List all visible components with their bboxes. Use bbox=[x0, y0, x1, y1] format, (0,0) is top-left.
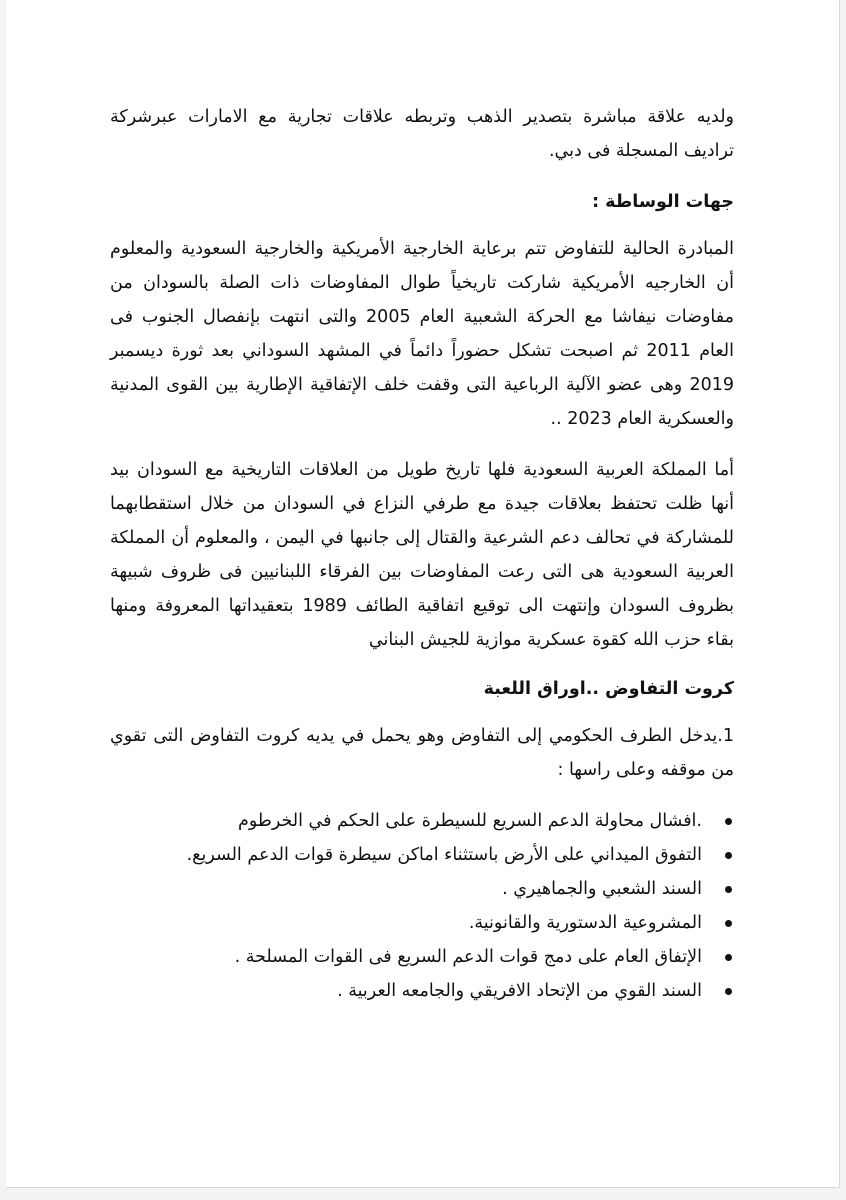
mediators-paragraph-us: المبادرة الحالية للتفاوض تتم برعاية الخارجية الأمريكية والخارجية السعودية والمعلوم أن الخارجيه الأمريكية شاركت تاريخياً طوال المفاوضات ذات الصلة بالسودان من مفاوضات نيفاشا مع الحركة الشعبية العام 2005 والتى انتهت بإنفصال الجنوب فى العام 2011 ثم اصبحت تشكل حضوراً دائماً في المشهد السوداني بعد ثورة ديسمبر 2019 وهى عضو الآلية الرباعية التى وقفت خلف الإتفاقية الإطارية بين القوى المدنية والعسكرية العام 2023 .. bbox=[110, 239, 734, 429]
document-page bbox=[6, 0, 840, 1188]
list-item-text: المشروعية الدستورية والقانونية. bbox=[468, 913, 702, 933]
list-item-text: السند القوي من الإتحاد الافريقي والجامعه العربية . bbox=[337, 981, 702, 1001]
document-body bbox=[110, 100, 734, 1008]
intro-paragraph: ولديه علاقة مباشرة بتصدير الذهب وتربطه علاقات تجارية مع الامارات عبرشركة تراديف المسجلة فى دبي. bbox=[110, 107, 734, 161]
negotiation-cards-paragraph: 1.يدخل الطرف الحكومي إلى التفاوض وهو يحمل في يديه كروت التفاوض التى تقوي من موقفه وعلى راسها : bbox=[110, 726, 734, 780]
mediators-paragraph-saudi: أما المملكة العربية السعودية فلها تاريخ طويل من العلاقات التاريخية مع السودان بيد أنها ظلت تحتفظ بعلاقات جيدة مع طرفي النزاع في السودان من خلال استقطابهما للمشاركة في تحالف دعم الشرعية والقتال إلى جانبها في اليمن ، والمعلوم أن المملكة العربية السعودية هى التى رعت المفاوضات بين الفرقاء اللبنانيين فى ظروف شبيهة بظروف السودان وإنتهت الى توقيع اتفاقية الطائف 1989 بتعقيداتها المعروفة ومنها بقاء حزب الله كقوة عسكرية موازية للجيش البناني bbox=[110, 460, 734, 650]
list-item bbox=[110, 974, 702, 1008]
bullet-icon bbox=[725, 988, 732, 995]
list-item bbox=[110, 906, 702, 940]
list-item-text: الإتفاق العام على دمج قوات الدعم السريع فى القوات المسلحة . bbox=[234, 947, 702, 967]
list-item bbox=[110, 872, 702, 906]
negotiation-cards-heading: كروت التفاوض ..اوراق اللعبة bbox=[483, 679, 734, 699]
bullet-icon bbox=[725, 818, 732, 825]
list-item bbox=[110, 838, 702, 872]
list-item-text: السند الشعبي والجماهيري . bbox=[502, 879, 702, 899]
negotiation-cards-list bbox=[110, 804, 734, 1008]
list-item bbox=[110, 940, 702, 974]
bullet-icon bbox=[725, 886, 732, 893]
list-item-text: .افشال محاولة الدعم السريع للسيطرة على الحكم في الخرطوم bbox=[238, 811, 702, 831]
bullet-icon bbox=[725, 954, 732, 961]
bullet-icon bbox=[725, 920, 732, 927]
mediators-heading: جهات الوساطة : bbox=[592, 192, 734, 212]
list-item bbox=[110, 804, 702, 838]
bullet-icon bbox=[725, 852, 732, 859]
list-item-text: التفوق الميداني على الأرض باستثناء اماكن سيطرة قوات الدعم السريع. bbox=[186, 845, 702, 865]
